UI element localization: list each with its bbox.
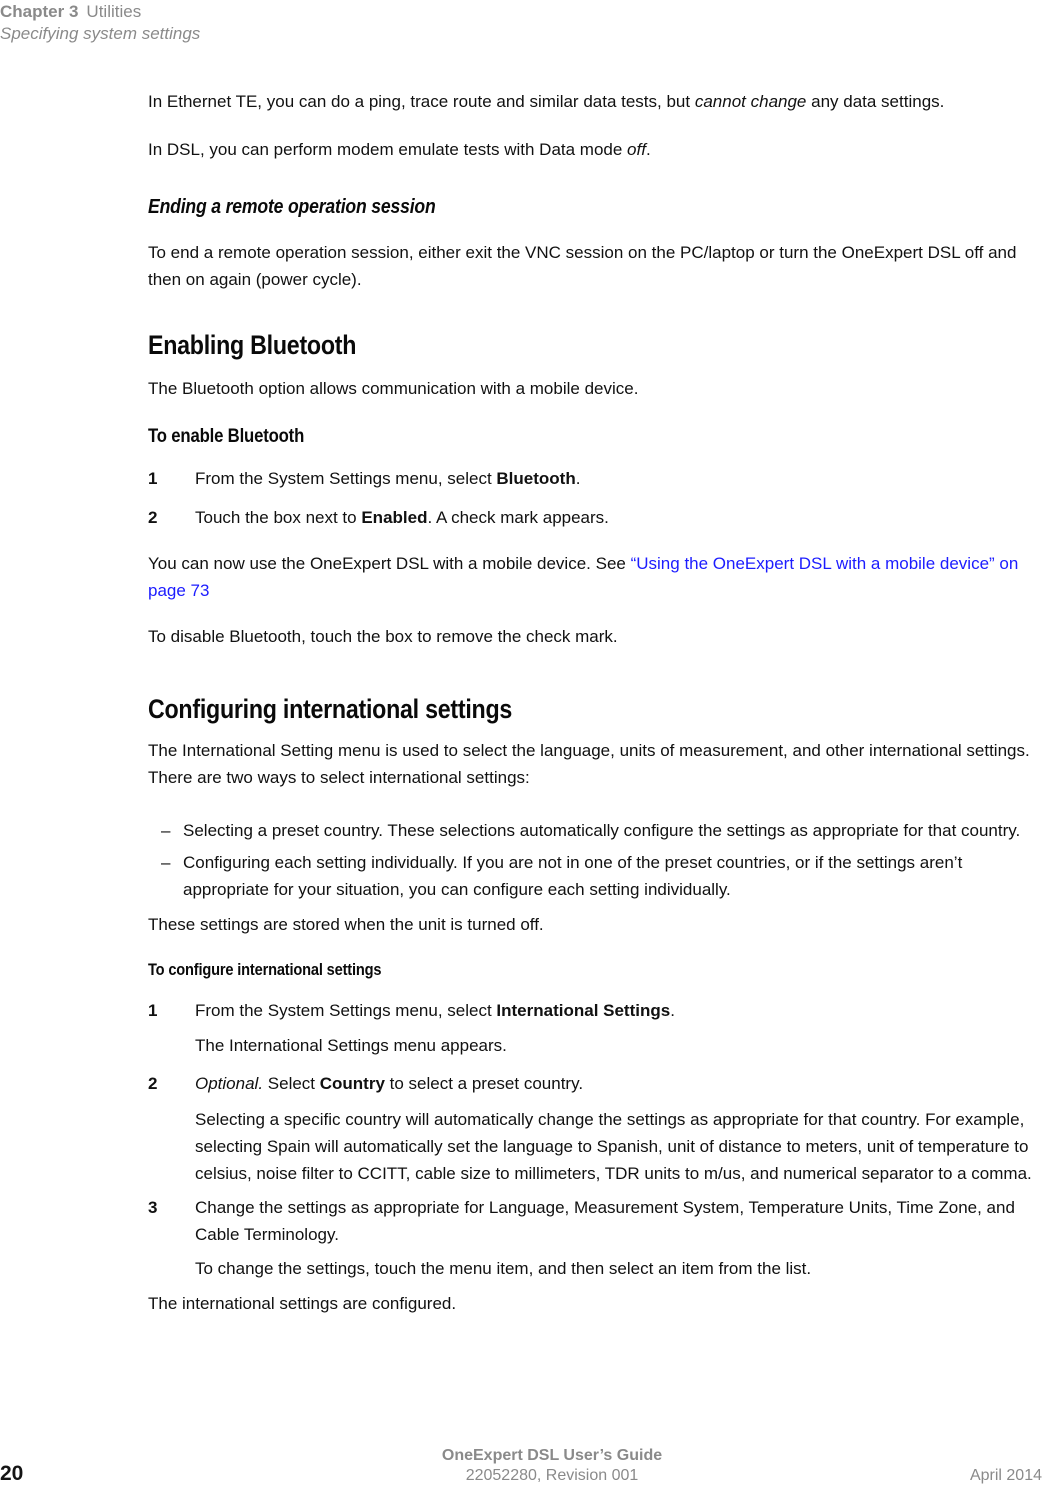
page-number: 20: [0, 1462, 24, 1485]
bold-text: Country: [319, 1074, 385, 1093]
paragraph-bluetooth-intro: The Bluetooth option allows communication with a mobile device.: [148, 379, 639, 398]
emphasis-text: Optional.: [195, 1074, 264, 1093]
step-number: 3: [148, 1198, 158, 1217]
step-bluetooth-1: [148, 465, 1040, 492]
heading-ending-remote-session: Ending a remote operation session: [148, 196, 436, 218]
procedure-heading-enable-bluetooth: To enable Bluetooth: [148, 426, 305, 447]
bullet-individual-settings: [161, 849, 1040, 903]
text-run: .: [575, 469, 581, 488]
step-number: 1: [148, 469, 158, 488]
step-international-2: [148, 1070, 1040, 1097]
paragraph-international-intro: The International Setting menu is used to select the language, units of measurement, and other international settings. There are two ways to select international settings:: [148, 741, 1030, 787]
step-detail-text: To change the settings, touch the menu item, and then select an item from the list.: [195, 1259, 812, 1278]
document-body: [148, 0, 1040, 1317]
paragraph-settings-stored: These settings are stored when the unit is turned off.: [148, 915, 544, 934]
text-run: Touch the box next to: [195, 508, 362, 527]
footer-date: April 2014: [969, 1467, 1042, 1484]
step-number: 1: [148, 1001, 158, 1020]
text-run: .: [670, 1001, 675, 1020]
paragraph-disable-bluetooth: To disable Bluetooth, touch the box to remove the check mark.: [148, 627, 618, 646]
step-text: [195, 1070, 1040, 1097]
cross-reference-link[interactable]: “Using the OneExpert DSL with a mobile device” on page 73: [148, 554, 1019, 600]
bullet-dash: –: [161, 821, 171, 840]
step-text: [195, 504, 1040, 531]
step-number: 2: [148, 508, 158, 527]
page-footer: [0, 1444, 1048, 1490]
text-run: From the System Settings menu, select: [195, 469, 497, 488]
heading-enabling-bluetooth: Enabling Bluetooth: [148, 330, 357, 360]
text-run: to select a preset country.: [384, 1074, 584, 1093]
text-run: any data settings.: [806, 92, 945, 111]
paragraph-bluetooth-note: [148, 550, 1040, 604]
bold-text: Enabled: [361, 508, 428, 527]
text-run: . A check mark appears.: [427, 508, 609, 527]
step-text: Change the settings as appropriate for Language, Measurement System, Temperature Units, Time Zone, and Cable Terminology.: [195, 1198, 1015, 1244]
document-number: 22052280, Revision 001: [465, 1467, 639, 1484]
running-header-subtitle: Specifying system settings: [0, 24, 201, 43]
text-run: Select: [263, 1074, 320, 1093]
bold-text: International Settings: [496, 1001, 671, 1020]
step-international-1: [148, 997, 1040, 1024]
chapter-label: Chapter 3: [0, 2, 79, 21]
step-result-text: The International Settings menu appears.: [195, 1036, 507, 1055]
bullet-dash: –: [161, 853, 171, 872]
guide-title: OneExpert DSL User’s Guide: [441, 1447, 663, 1464]
bullet-preset-country: [161, 817, 1040, 844]
heading-configuring-international: Configuring international settings: [148, 694, 513, 724]
bold-text: Bluetooth: [496, 469, 576, 488]
chapter-title: Utilities: [86, 2, 142, 21]
paragraph-ethernet-te: [148, 88, 1040, 115]
paragraph-settings-configured: The international settings are configured.: [148, 1294, 457, 1313]
bullet-text: Selecting a preset country. These selections automatically configure the settings as appropriate for that country.: [183, 821, 1021, 840]
step-text: [195, 997, 1040, 1024]
paragraph-end-remote: To end a remote operation session, either exit the VNC session on the PC/laptop or turn the OneExpert DSL off and then on again (power cycle).: [148, 243, 1017, 289]
bullet-text: Configuring each setting individually. If you are not in one of the preset countries, or if the settings aren’t appropriate for your situation, you can configure each setting individually.: [183, 853, 963, 899]
step-detail-text: Selecting a specific country will automatically change the settings as appropriate for that country. For example, selecting Spain will automatically set the language to Spanish, unit of distance to meters, unit of temperature to celsius, noise filter to CCITT, cable size to millimeters, TDR units to m/us, and numerical separator to a comma.: [195, 1110, 1032, 1183]
text-run: From the System Settings menu, select: [195, 1001, 497, 1020]
emphasis-text: cannot change: [694, 92, 807, 111]
step-text: [195, 465, 1040, 492]
step-number: 2: [148, 1074, 158, 1093]
text-run: In Ethernet TE, you can do a ping, trace route and similar data tests, but: [148, 92, 695, 111]
step-bluetooth-2: [148, 504, 1040, 531]
procedure-heading-configure-international: To configure international settings: [148, 960, 382, 979]
text-run: You can now use the OneExpert DSL with a mobile device. See: [148, 554, 631, 573]
paragraph-dsl: [148, 136, 1040, 163]
emphasis-text: off: [627, 140, 646, 159]
text-run: In DSL, you can perform modem emulate tests with Data mode: [148, 140, 628, 159]
text-run: .: [645, 140, 651, 159]
footer-center-block: [442, 1446, 662, 1486]
step-international-3: [148, 1194, 1040, 1248]
